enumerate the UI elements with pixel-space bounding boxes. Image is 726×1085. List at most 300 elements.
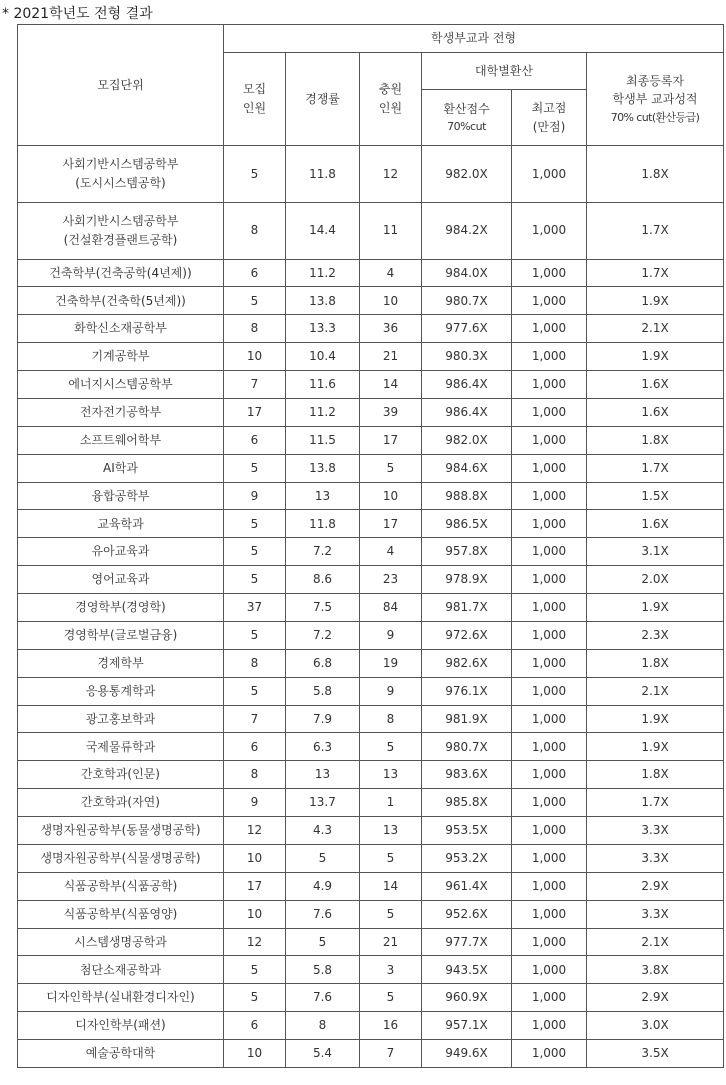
max-score-cell: 1,000 (512, 1040, 587, 1068)
score-cell: 957.8X (422, 538, 512, 566)
additional-cell: 10 (360, 482, 422, 510)
quota-cell: 12 (224, 817, 286, 845)
table-row (18, 789, 724, 817)
table-row (18, 1040, 724, 1068)
unit-name: 교육학과 (97, 516, 144, 531)
competition-cell: 7.6 (286, 984, 360, 1012)
score-header-line2: 70%cut (447, 120, 486, 134)
competition-cell: 6.3 (286, 733, 360, 761)
table-caption: * 2021학년도 전형 결과 (2, 6, 153, 22)
quota-cell: 5 (224, 621, 286, 649)
competition-cell: 7.9 (286, 705, 360, 733)
unit-cell (18, 202, 224, 259)
max-score-cell: 1,000 (512, 956, 587, 984)
unit-name: 건축학부(건축공학(4년제)) (49, 265, 192, 280)
grade-cell: 3.3X (587, 900, 724, 928)
unit-cell (18, 761, 224, 789)
quota-cell: 10 (224, 900, 286, 928)
track-group-header: 학생부교과 전형 (224, 25, 724, 53)
score-header-line1: 환산점수 (443, 101, 490, 116)
unit-cell (18, 146, 224, 203)
grade-cell: 1.9X (587, 594, 724, 622)
unit-name: AI학과 (103, 460, 138, 475)
quota-cell: 17 (224, 398, 286, 426)
grade-cell: 1.5X (587, 482, 724, 510)
quota-cell: 5 (224, 454, 286, 482)
competition-cell: 11.2 (286, 259, 360, 287)
max-score-cell: 1,000 (512, 984, 587, 1012)
additional-cell: 9 (360, 621, 422, 649)
additional-cell: 12 (360, 146, 422, 203)
unit-cell (18, 315, 224, 343)
competition-cell: 13 (286, 761, 360, 789)
grade-cell: 3.8X (587, 956, 724, 984)
quota-header (224, 53, 286, 146)
table-row (18, 956, 724, 984)
unit-name: 영어교육과 (91, 572, 150, 587)
table-row (18, 594, 724, 622)
score-cell: 984.6X (422, 454, 512, 482)
additional-header-line2: 인원 (378, 101, 403, 115)
unit-name: 소프트웨어학부 (79, 432, 162, 447)
competition-cell: 6.8 (286, 649, 360, 677)
unit-name: 디자인학부(패션) (75, 1018, 166, 1033)
competition-cell: 4.9 (286, 872, 360, 900)
quota-cell: 8 (224, 315, 286, 343)
max-score-cell: 1,000 (512, 872, 587, 900)
grade-cell: 3.1X (587, 538, 724, 566)
unit-name: 응용통계학과 (85, 683, 156, 698)
unit-name: 디자인학부(실내환경디자인) (46, 990, 195, 1005)
quota-cell: 6 (224, 259, 286, 287)
max-score-cell: 1,000 (512, 146, 587, 203)
score-cell: 984.2X (422, 202, 512, 259)
score-cell: 986.5X (422, 510, 512, 538)
competition-cell: 14.4 (286, 202, 360, 259)
score-cell: 952.6X (422, 900, 512, 928)
score-cell: 984.0X (422, 259, 512, 287)
max-score-cell: 1,000 (512, 510, 587, 538)
admission-results-table (17, 24, 724, 1068)
score-cell: 986.4X (422, 371, 512, 399)
additional-cell: 36 (360, 315, 422, 343)
table-row (18, 287, 724, 315)
score-cell: 949.6X (422, 1040, 512, 1068)
max-score-cell: 1,000 (512, 287, 587, 315)
grade-cell: 1.7X (587, 789, 724, 817)
unit-cell (18, 928, 224, 956)
unit-name: 유아교육과 (91, 544, 150, 559)
unit-name: 간호학과(자연) (81, 795, 160, 810)
additional-cell: 3 (360, 956, 422, 984)
unit-name: 에너지시스템공학부 (68, 377, 173, 392)
score-cell: 943.5X (422, 956, 512, 984)
additional-cell: 11 (360, 202, 422, 259)
unit-name: 첨단소재공학과 (79, 962, 162, 977)
additional-cell: 21 (360, 928, 422, 956)
unit-header: 모집단위 (18, 25, 224, 146)
quota-cell: 10 (224, 844, 286, 872)
grade-cell: 3.5X (587, 1040, 724, 1068)
max-score-cell: 1,000 (512, 426, 587, 454)
additional-cell: 5 (360, 733, 422, 761)
grade-cell: 1.9X (587, 705, 724, 733)
additional-cell: 23 (360, 566, 422, 594)
unit-cell (18, 371, 224, 399)
max-score-cell: 1,000 (512, 454, 587, 482)
quota-cell: 9 (224, 482, 286, 510)
grade-cell: 1.6X (587, 398, 724, 426)
max-score-cell: 1,000 (512, 733, 587, 761)
unit-cell (18, 1012, 224, 1040)
unit-name: 시스템생명공학과 (74, 934, 167, 949)
competition-cell: 5 (286, 928, 360, 956)
additional-cell: 13 (360, 761, 422, 789)
table-row (18, 984, 724, 1012)
unit-name: 경제학부 (97, 655, 144, 670)
table-row (18, 928, 724, 956)
score-cell: 961.4X (422, 872, 512, 900)
score-cell: 985.8X (422, 789, 512, 817)
unit-cell (18, 538, 224, 566)
additional-cell: 4 (360, 259, 422, 287)
score-cell: 982.6X (422, 649, 512, 677)
table-row (18, 1012, 724, 1040)
table-row (18, 398, 724, 426)
competition-cell: 13 (286, 482, 360, 510)
max-score-cell: 1,000 (512, 315, 587, 343)
max-score-cell: 1,000 (512, 594, 587, 622)
table-row (18, 733, 724, 761)
additional-header-line1: 충원 (378, 82, 403, 97)
competition-cell: 11.8 (286, 510, 360, 538)
additional-cell: 84 (360, 594, 422, 622)
quota-cell: 12 (224, 928, 286, 956)
additional-cell: 19 (360, 649, 422, 677)
grade-cell: 3.3X (587, 817, 724, 845)
unit-subname: (건설환경플랜트공학) (63, 232, 178, 247)
competition-cell: 8.6 (286, 566, 360, 594)
unit-cell (18, 426, 224, 454)
quota-cell: 10 (224, 343, 286, 371)
grade-cell: 1.7X (587, 202, 724, 259)
additional-cell: 1 (360, 789, 422, 817)
competition-cell: 7.6 (286, 900, 360, 928)
competition-cell: 7.5 (286, 594, 360, 622)
max-score-cell: 1,000 (512, 677, 587, 705)
score-cell: 977.6X (422, 315, 512, 343)
quota-cell: 8 (224, 761, 286, 789)
quota-cell: 5 (224, 538, 286, 566)
quota-cell: 37 (224, 594, 286, 622)
quota-cell: 10 (224, 1040, 286, 1068)
table-row (18, 202, 724, 259)
quota-cell: 6 (224, 426, 286, 454)
table-row (18, 259, 724, 287)
unit-name: 생명자원공학부(동물생명공학) (40, 823, 201, 838)
max-score-cell: 1,000 (512, 482, 587, 510)
max-score-cell: 1,000 (512, 789, 587, 817)
additional-header (360, 53, 422, 146)
grade-cell: 1.9X (587, 733, 724, 761)
grade-cell: 1.6X (587, 510, 724, 538)
score-cell: 980.7X (422, 287, 512, 315)
grade-cell: 1.9X (587, 343, 724, 371)
unit-cell (18, 872, 224, 900)
table-row (18, 844, 724, 872)
table-row (18, 482, 724, 510)
unit-cell (18, 566, 224, 594)
unit-cell (18, 677, 224, 705)
quota-cell: 5 (224, 984, 286, 1012)
unit-name: 간호학과(인문) (81, 767, 160, 782)
additional-cell: 7 (360, 1040, 422, 1068)
additional-cell: 16 (360, 1012, 422, 1040)
max-score-cell: 1,000 (512, 705, 587, 733)
additional-cell: 13 (360, 817, 422, 845)
additional-cell: 5 (360, 454, 422, 482)
unit-cell (18, 259, 224, 287)
quota-cell: 5 (224, 146, 286, 203)
unit-cell (18, 900, 224, 928)
additional-cell: 5 (360, 900, 422, 928)
table-row (18, 343, 724, 371)
grade-cell: 2.9X (587, 872, 724, 900)
score-cell: 960.9X (422, 984, 512, 1012)
quota-header-line1: 모집 (242, 82, 267, 97)
final-header-line2: 학생부 교과성적 (612, 92, 698, 107)
grade-cell: 1.6X (587, 371, 724, 399)
unit-name: 경영학부(글로벌금융) (63, 628, 178, 643)
max-header (512, 90, 587, 146)
score-cell: 957.1X (422, 1012, 512, 1040)
grade-cell: 1.8X (587, 649, 724, 677)
table-row (18, 817, 724, 845)
score-cell: 986.4X (422, 398, 512, 426)
grade-cell: 1.7X (587, 259, 724, 287)
competition-cell: 11.8 (286, 146, 360, 203)
score-cell: 980.3X (422, 343, 512, 371)
competition-cell: 5.4 (286, 1040, 360, 1068)
quota-cell: 5 (224, 510, 286, 538)
unit-name: 생명자원공학부(식물생명공학) (40, 851, 201, 866)
additional-cell: 14 (360, 371, 422, 399)
additional-cell: 9 (360, 677, 422, 705)
table-row (18, 649, 724, 677)
quota-cell: 8 (224, 649, 286, 677)
max-header-line1: 최고점 (531, 100, 567, 115)
max-score-cell: 1,000 (512, 900, 587, 928)
grade-cell: 2.1X (587, 928, 724, 956)
unit-cell (18, 454, 224, 482)
max-score-cell: 1,000 (512, 817, 587, 845)
grade-cell: 1.8X (587, 426, 724, 454)
score-cell: 953.2X (422, 844, 512, 872)
quota-cell: 6 (224, 733, 286, 761)
max-score-cell: 1,000 (512, 202, 587, 259)
additional-cell: 14 (360, 872, 422, 900)
score-cell: 980.7X (422, 733, 512, 761)
competition-cell: 5.8 (286, 956, 360, 984)
competition-cell: 4.3 (286, 817, 360, 845)
table-body (18, 146, 724, 1068)
grade-cell: 2.0X (587, 566, 724, 594)
competition-cell: 7.2 (286, 621, 360, 649)
unit-name: 광고홍보학과 (85, 711, 156, 726)
grade-cell: 3.3X (587, 844, 724, 872)
table-row (18, 538, 724, 566)
competition-cell: 8 (286, 1012, 360, 1040)
unit-cell (18, 287, 224, 315)
table-row (18, 371, 724, 399)
unit-cell (18, 649, 224, 677)
score-cell: 981.7X (422, 594, 512, 622)
unit-name: 건축학부(건축학(5년제)) (55, 293, 186, 308)
table-row (18, 900, 724, 928)
additional-cell: 17 (360, 426, 422, 454)
unit-cell (18, 844, 224, 872)
max-score-cell: 1,000 (512, 649, 587, 677)
unit-cell (18, 621, 224, 649)
unit-name: 식품공학부(식품영양) (63, 906, 178, 921)
competition-cell: 13.8 (286, 454, 360, 482)
max-score-cell: 1,000 (512, 538, 587, 566)
max-score-cell: 1,000 (512, 343, 587, 371)
table-row (18, 146, 724, 203)
additional-cell: 21 (360, 343, 422, 371)
unit-name: 융합공학부 (91, 488, 150, 503)
competition-cell: 11.2 (286, 398, 360, 426)
score-cell: 978.9X (422, 566, 512, 594)
max-score-cell: 1,000 (512, 259, 587, 287)
score-header (422, 90, 512, 146)
final-header-line3: 70% cut(환산등급) (610, 111, 700, 125)
max-header-line2: (만점) (532, 119, 566, 134)
grade-cell: 2.1X (587, 677, 724, 705)
competition-cell: 13.8 (286, 287, 360, 315)
additional-cell: 39 (360, 398, 422, 426)
competition-cell: 5 (286, 844, 360, 872)
additional-cell: 5 (360, 984, 422, 1012)
score-cell: 982.0X (422, 146, 512, 203)
unit-cell (18, 510, 224, 538)
quota-cell: 8 (224, 202, 286, 259)
quota-cell: 5 (224, 287, 286, 315)
quota-header-line2: 인원 (242, 101, 267, 115)
grade-cell: 3.0X (587, 1012, 724, 1040)
competition-cell: 13.3 (286, 315, 360, 343)
grade-cell: 1.8X (587, 146, 724, 203)
score-cell: 976.1X (422, 677, 512, 705)
score-cell: 981.9X (422, 705, 512, 733)
score-cell: 972.6X (422, 621, 512, 649)
table-row (18, 677, 724, 705)
competition-cell: 10.4 (286, 343, 360, 371)
score-cell: 953.5X (422, 817, 512, 845)
unit-name: 전자전기공학부 (79, 405, 162, 420)
table-row (18, 621, 724, 649)
score-cell: 983.6X (422, 761, 512, 789)
quota-cell: 7 (224, 371, 286, 399)
conversion-header: 대학별환산 (422, 53, 587, 90)
unit-cell (18, 398, 224, 426)
unit-name: 식품공학부(식품공학) (63, 878, 178, 893)
table-row (18, 705, 724, 733)
quota-cell: 5 (224, 956, 286, 984)
table-row (18, 566, 724, 594)
max-score-cell: 1,000 (512, 371, 587, 399)
final-grade-header (587, 53, 724, 146)
max-score-cell: 1,000 (512, 844, 587, 872)
competition-cell: 11.5 (286, 426, 360, 454)
competition-cell: 13.7 (286, 789, 360, 817)
unit-cell (18, 1040, 224, 1068)
score-cell: 977.7X (422, 928, 512, 956)
unit-cell (18, 482, 224, 510)
table-row (18, 872, 724, 900)
table-row (18, 510, 724, 538)
competition-cell: 7.2 (286, 538, 360, 566)
quota-cell: 7 (224, 705, 286, 733)
grade-cell: 1.8X (587, 761, 724, 789)
quota-cell: 5 (224, 566, 286, 594)
unit-name: 경영학부(경영학) (75, 600, 166, 615)
unit-cell (18, 817, 224, 845)
max-score-cell: 1,000 (512, 928, 587, 956)
grade-cell: 1.9X (587, 287, 724, 315)
quota-cell: 5 (224, 677, 286, 705)
grade-cell: 2.9X (587, 984, 724, 1012)
grade-cell: 2.1X (587, 315, 724, 343)
unit-name: 예술공학대학 (85, 1046, 156, 1061)
max-score-cell: 1,000 (512, 1012, 587, 1040)
additional-cell: 17 (360, 510, 422, 538)
quota-cell: 9 (224, 789, 286, 817)
unit-cell (18, 956, 224, 984)
competition-cell: 5.8 (286, 677, 360, 705)
additional-cell: 10 (360, 287, 422, 315)
competition-cell: 11.6 (286, 371, 360, 399)
quota-cell: 6 (224, 1012, 286, 1040)
max-score-cell: 1,000 (512, 566, 587, 594)
grade-cell: 2.3X (587, 621, 724, 649)
table-row (18, 454, 724, 482)
unit-name: 국제물류학과 (85, 739, 156, 754)
table-row (18, 315, 724, 343)
grade-cell: 1.7X (587, 454, 724, 482)
quota-cell: 17 (224, 872, 286, 900)
unit-subname: (도시시스템공학) (75, 175, 166, 190)
max-score-cell: 1,000 (512, 761, 587, 789)
unit-cell (18, 343, 224, 371)
final-header-line1: 최종등록자 (626, 73, 685, 88)
max-score-cell: 1,000 (512, 398, 587, 426)
unit-cell (18, 594, 224, 622)
table-header (18, 25, 724, 146)
additional-cell: 8 (360, 705, 422, 733)
unit-cell (18, 705, 224, 733)
unit-cell (18, 733, 224, 761)
unit-cell (18, 984, 224, 1012)
max-score-cell: 1,000 (512, 621, 587, 649)
table-row (18, 761, 724, 789)
additional-cell: 5 (360, 844, 422, 872)
unit-cell (18, 789, 224, 817)
table-row (18, 426, 724, 454)
unit-name: 사회기반시스템공학부 (62, 157, 179, 172)
unit-name: 사회기반시스템공학부 (62, 214, 179, 229)
competition-header: 경쟁률 (286, 53, 360, 146)
